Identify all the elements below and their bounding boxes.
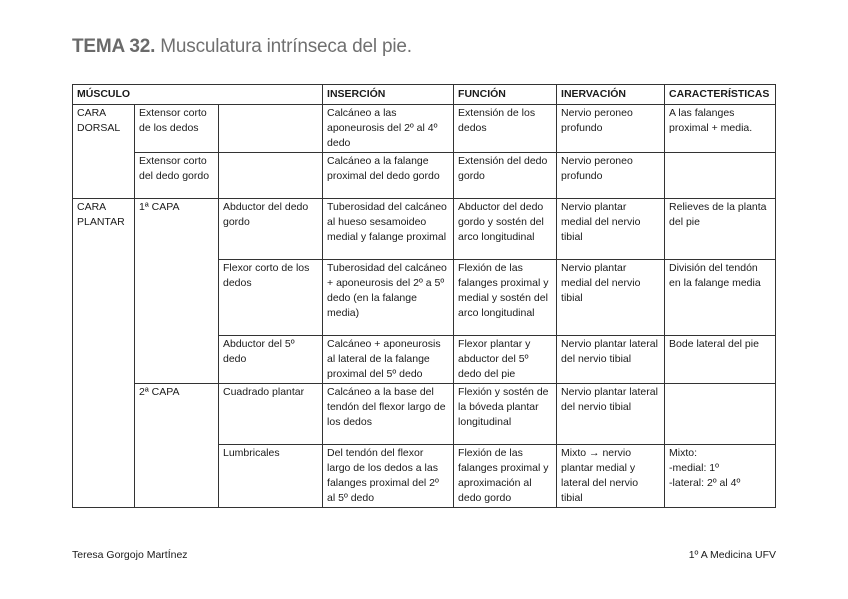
inervacion-cell: Nervio plantar lateral del nervio tibial	[557, 336, 665, 384]
funcion-cell: Extensión del dedo gordo	[454, 153, 557, 199]
funcion-cell: Abductor del dedo gordo y sostén del arco longitudinal	[454, 199, 557, 260]
caracteristicas-cell: A las falanges proximal + media.	[665, 105, 776, 153]
header-inervacion: INERVACIÓN	[557, 85, 665, 105]
footer-author: Teresa Gorgojo MartÍnez	[72, 549, 188, 561]
funcion-cell: Flexión y sostén de la bóveda plantar longitudinal	[454, 384, 557, 445]
muscle-name: Abductor del 5º dedo	[219, 336, 323, 384]
header-funcion: FUNCIÓN	[454, 85, 557, 105]
muscle-name: Extensor corto de los dedos	[135, 105, 219, 153]
header-caracteristicas: CARACTERÍSTICAS	[665, 85, 776, 105]
table-row	[73, 153, 776, 199]
empty-cell	[219, 153, 323, 199]
page-title	[72, 36, 412, 58]
caracteristicas-cell: Mixto: -medial: 1º -lateral: 2º al 4º	[665, 445, 776, 508]
caracteristicas-cell	[665, 384, 776, 445]
muscle-name: Abductor del dedo gordo	[219, 199, 323, 260]
footer-course: 1º A Medicina UFV	[688, 549, 776, 561]
region-dorsal: CARA DORSAL	[73, 105, 135, 199]
title-text: Musculatura intrínseca del pie.	[155, 36, 412, 57]
funcion-cell: Flexión de las falanges proximal y aproximación al dedo gordo	[454, 445, 557, 508]
caracteristicas-cell	[665, 153, 776, 199]
inervacion-cell: Nervio plantar medial del nervio tibial	[557, 199, 665, 260]
muscle-name: Lumbricales	[219, 445, 323, 508]
title-number: TEMA 32.	[72, 36, 156, 57]
insercion-cell: Calcáneo + aponeurosis al lateral de la falange proximal del 5º dedo	[323, 336, 454, 384]
table-row	[73, 105, 776, 153]
funcion-cell: Flexión de las falanges proximal y medial y sostén del arco longitudinal	[454, 260, 557, 336]
header-musculo: MÚSCULO	[73, 85, 323, 105]
insercion-cell: Calcáneo a la base del tendón del flexor largo de los dedos	[323, 384, 454, 445]
inervacion-cell: Nervio plantar lateral del nervio tibial	[557, 384, 665, 445]
insercion-cell: Tuberosidad del calcáneo al hueso sesamoideo medial y falange proximal	[323, 199, 454, 260]
inervacion-cell: Nervio plantar medial del nervio tibial	[557, 260, 665, 336]
header-insercion: INSERCIÓN	[323, 85, 454, 105]
caracteristicas-cell: Relieves de la planta del pie	[665, 199, 776, 260]
muscle-name: Flexor corto de los dedos	[219, 260, 323, 336]
insercion-cell: Calcáneo a la falange proximal del dedo gordo	[323, 153, 454, 199]
inervacion-cell: Nervio peroneo profundo	[557, 105, 665, 153]
insercion-cell: Del tendón del flexor largo de los dedos a las falanges proximal del 2º al 5º dedo	[323, 445, 454, 508]
insercion-cell: Calcáneo a las aponeurosis del 2º al 4º dedo	[323, 105, 454, 153]
insercion-cell: Tuberosidad del calcáneo + aponeurosis del 2º a 5º dedo (en la falange media)	[323, 260, 454, 336]
inervacion-cell: Mixto → nervio plantar medial y lateral del nervio tibial	[557, 445, 665, 508]
layer-2-label: 2ª CAPA	[135, 384, 219, 508]
layer-1-label: 1ª CAPA	[135, 199, 219, 384]
funcion-cell: Flexor plantar y abductor del 5º dedo del pie	[454, 336, 557, 384]
muscle-name: Extensor corto del dedo gordo	[135, 153, 219, 199]
region-plantar: CARA PLANTAR	[73, 199, 135, 508]
muscle-name: Cuadrado plantar	[219, 384, 323, 445]
caracteristicas-cell: División del tendón en la falange media	[665, 260, 776, 336]
funcion-cell: Extensión de los dedos	[454, 105, 557, 153]
empty-cell	[219, 105, 323, 153]
caracteristicas-cell: Bode lateral del pie	[665, 336, 776, 384]
inervacion-cell: Nervio peroneo profundo	[557, 153, 665, 199]
muscle-table	[72, 84, 776, 508]
table-row	[73, 199, 776, 260]
table-row	[73, 384, 776, 445]
header-row	[73, 85, 776, 105]
